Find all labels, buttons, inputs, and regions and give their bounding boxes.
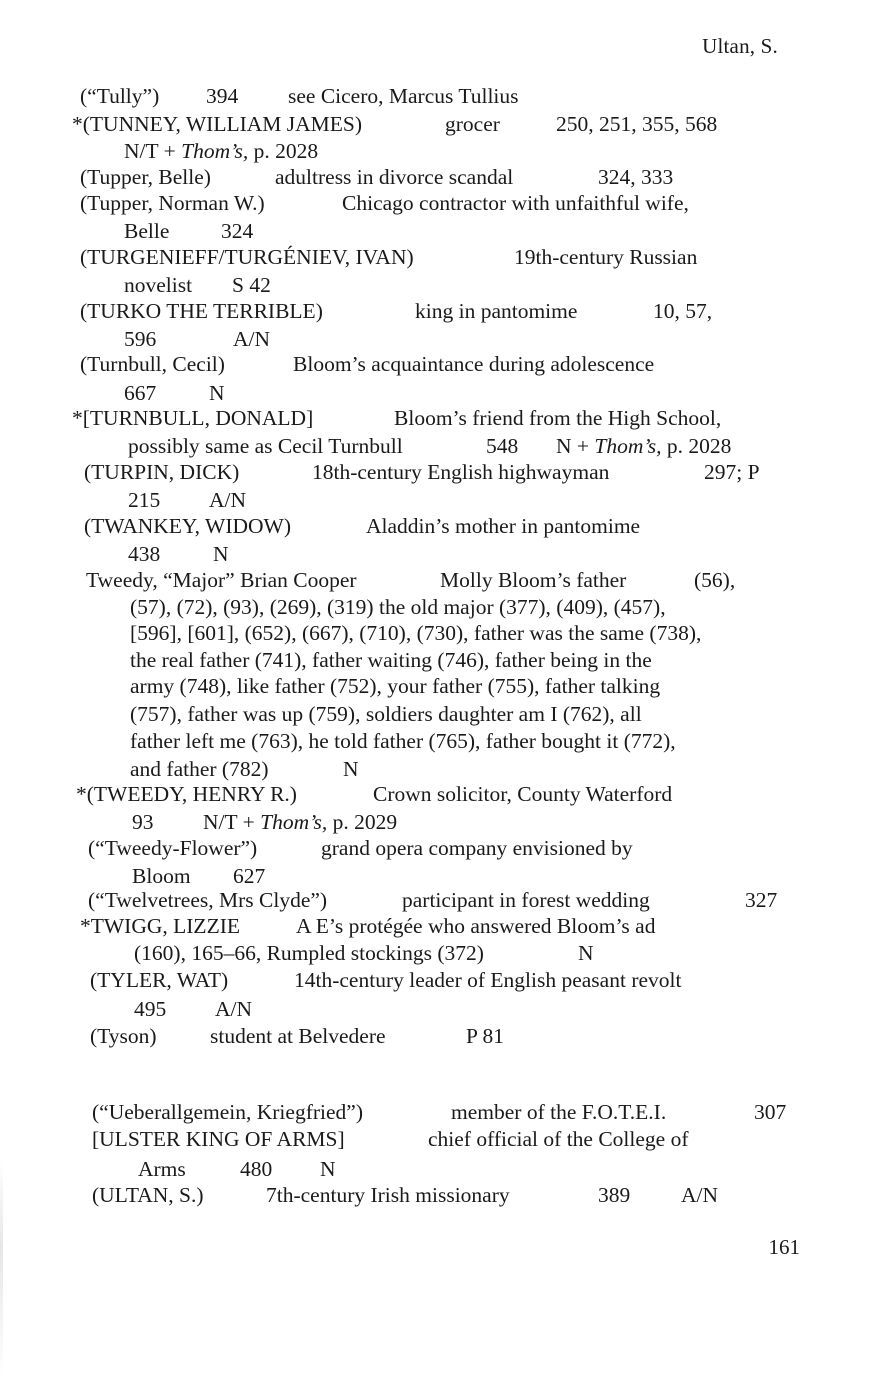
entry-text: [596], [601], (652), (667), (710), (730), father was the same (738), [130, 621, 702, 645]
entry-text: (160), 165–66, Rumpled stockings (372) [134, 941, 484, 965]
entry-field: Molly Bloom’s father [440, 568, 627, 592]
entry-field: 627 [233, 864, 266, 888]
entry-field: N/T + Thom’s, p. 2029 [203, 810, 398, 834]
entry-field: 14th-century leader of English peasant revolt [294, 968, 682, 992]
entry-field: (56), [694, 568, 736, 592]
italic-source-title: Thom’s, [260, 810, 328, 834]
entry-field: A/N [209, 488, 247, 512]
entry-field: Aladdin’s mother in pantomime [366, 514, 641, 538]
entry-text: (57), (72), (93), (269), (319) the old major (377), (409), (457), [130, 595, 666, 619]
entry-field: A E’s protégée who answered Bloom’s ad [296, 914, 656, 938]
entry-text: (Tupper, Belle) [80, 165, 211, 189]
entry-field: P 81 [466, 1024, 505, 1048]
entry-field: A/N [233, 327, 271, 351]
entry-text: 215 [128, 488, 161, 512]
italic-source-title: Thom’s, [594, 434, 662, 458]
scan-edge-shadow [0, 1160, 3, 1380]
entry-text: (Turnbull, Cecil) [80, 352, 225, 376]
entry-text: (757), father was up (759), soldiers daughter am I (762), all [130, 702, 642, 726]
entry-field: Chicago contractor with unfaithful wife, [342, 191, 689, 215]
entry-field: S 42 [232, 273, 271, 297]
entry-field: student at Belvedere [210, 1024, 386, 1048]
entry-field: grocer [445, 112, 500, 136]
entry-text: 93 [132, 810, 154, 834]
entry-text: 438 [128, 542, 161, 566]
entry-text: *(TUNNEY, WILLIAM JAMES) [72, 112, 363, 136]
entry-field: member of the F.O.T.E.I. [451, 1100, 667, 1124]
entry-text: *TWIGG, LIZZIE [80, 914, 240, 938]
entry-text: (Tupper, Norman W.) [80, 191, 265, 215]
entry-field: 10, 57, [653, 299, 713, 323]
entry-text: *[TURNBULL, DONALD] [72, 406, 314, 430]
entry-field: N [320, 1157, 336, 1181]
entry-field: 389 [598, 1183, 631, 1207]
entry-field: 307 [754, 1100, 787, 1124]
entry-text: (TURKO THE TERRIBLE) [80, 299, 323, 323]
entry-text: (ULTAN, S.) [92, 1183, 204, 1207]
entry-field: N [209, 381, 225, 405]
entry-field: 548 [486, 434, 519, 458]
running-head: Ultan, S. [702, 34, 778, 58]
entry-field: Bloom’s friend from the High School, [394, 406, 722, 430]
entry-field: 19th-century Russian [514, 245, 698, 269]
entry-text: and father (782) [130, 757, 269, 781]
entry-text: 596 [124, 327, 157, 351]
entry-text: (TURGENIEFF/TURGÉNIEV, IVAN) [80, 245, 414, 269]
entry-field: Bloom’s acquaintance during adolescence [293, 352, 655, 376]
entry-text: [ULSTER KING OF ARMS] [92, 1127, 345, 1151]
entry-text: army (748), like father (752), your father (755), father talking [130, 674, 661, 698]
entry-text: (“Twelvetrees, Mrs Clyde”) [88, 888, 328, 912]
entry-text: (“Tully”) [80, 84, 160, 108]
entry-field: 18th-century English highwayman [312, 460, 610, 484]
entry-text: (TYLER, WAT) [90, 968, 229, 992]
entry-text: (“Ueberallgemein, Kriegfried”) [92, 1100, 363, 1124]
entry-field: 250, 251, 355, 568 [556, 112, 718, 136]
entry-field: 7th-century Irish missionary [266, 1183, 510, 1207]
italic-source-title: Thom’s, [181, 139, 249, 163]
entry-field: adultress in divorce scandal [275, 165, 514, 189]
entry-field: 324 [221, 219, 254, 243]
entry-text: (“Tweedy-Flower”) [88, 836, 258, 860]
entry-text: possibly same as Cecil Turnbull [128, 434, 403, 458]
entry-field: 480 [240, 1157, 273, 1181]
entry-text: (Tyson) [90, 1024, 157, 1048]
entry-field: A/N [681, 1183, 719, 1207]
entry-field: Crown solicitor, County Waterford [373, 782, 673, 806]
entry-field: see Cicero, Marcus Tullius [288, 84, 519, 108]
entry-text: N/T + Thom’s, p. 2028 [124, 139, 319, 163]
entry-text: 667 [124, 381, 157, 405]
entry-text: Tweedy, “Major” Brian Cooper [86, 568, 357, 592]
entry-field: A/N [215, 997, 253, 1021]
entry-text: novelist [124, 273, 193, 297]
entry-field: chief official of the College of [428, 1127, 689, 1151]
entry-field: N [578, 941, 594, 965]
entry-field: N + Thom’s, p. 2028 [556, 434, 732, 458]
entry-field: grand opera company envisioned by [321, 836, 633, 860]
entry-text: *(TWEEDY, HENRY R.) [76, 782, 297, 806]
entry-text: (TWANKEY, WIDOW) [84, 514, 291, 538]
entry-field: participant in forest wedding [402, 888, 650, 912]
entry-text: the real father (741), father waiting (746), father being in the [130, 648, 652, 672]
entry-text: (TURPIN, DICK) [84, 460, 240, 484]
entry-field: N [343, 757, 359, 781]
entry-text: Arms [138, 1157, 186, 1181]
entry-field: 394 [206, 84, 239, 108]
entry-field: N [213, 542, 229, 566]
entry-field: 297; P [704, 460, 760, 484]
entry-text: 495 [134, 997, 167, 1021]
entry-field: 324, 333 [598, 165, 674, 189]
entry-text: Belle [124, 219, 170, 243]
entry-text: father left me (763), he told father (765), father bought it (772), [130, 729, 676, 753]
entry-field: 327 [745, 888, 778, 912]
entry-field: king in pantomime [415, 299, 578, 323]
entry-text: Bloom [132, 864, 191, 888]
page-number: 161 [768, 1235, 800, 1259]
